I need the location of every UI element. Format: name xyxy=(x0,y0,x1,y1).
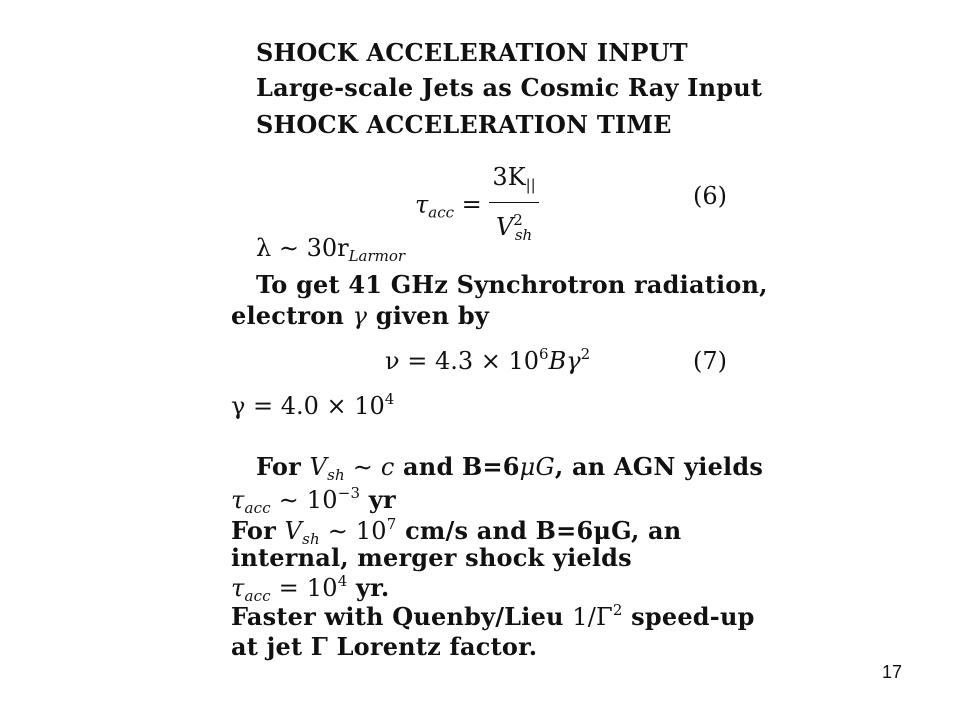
tau-agn-line: $\tau_{acc}$ ∼ $10^{-3}$ yr xyxy=(231,484,396,517)
merger-line-2: internal, merger shock yields xyxy=(231,543,632,572)
heading-shock-acceleration-input: SHOCK ACCELERATION INPUT xyxy=(256,38,688,67)
page-number: 17 xyxy=(882,662,903,682)
equation-7-number: (7) xyxy=(693,347,727,375)
tau-merger-line: $\tau_{acc} = 10^4$ yr. xyxy=(231,572,390,605)
synchrotron-line-2: electron γ given by xyxy=(231,301,489,330)
heading-large-scale-jets: Large-scale Jets as Cosmic Ray Input xyxy=(256,73,763,102)
merger-line-1: For $V_{sh}$ ∼ $10^7$ cm/s and B=6μG, an xyxy=(231,515,682,548)
equation-7: $\nu = 4.3 \times 10^6B\gamma^2$ xyxy=(385,345,591,375)
gamma-value-line: $\gamma = 4.0 \times 10^4$ xyxy=(231,390,395,420)
lambda-larmor-line: λ ∼ $30r_{Larmor}$ xyxy=(256,234,406,265)
faster-line: Faster with Quenby/Lieu $1/\Gamma^2$ speed-up xyxy=(231,601,755,631)
synchrotron-line-1: To get 41 GHz Synchrotron radiation, xyxy=(256,270,768,299)
equation-6-number: (6) xyxy=(693,182,727,210)
jet-lorentz-line: at jet Γ Lorentz factor. xyxy=(231,632,538,661)
heading-shock-acceleration-time: SHOCK ACCELERATION TIME xyxy=(256,110,672,139)
equation-6: $\tau_{acc}$ = $\frac{3K_{||}}{V^2_{sh}}$ xyxy=(415,162,539,250)
agn-line: For $V_{sh}$ ∼ c and B=6μG, an AGN yields xyxy=(256,452,764,484)
